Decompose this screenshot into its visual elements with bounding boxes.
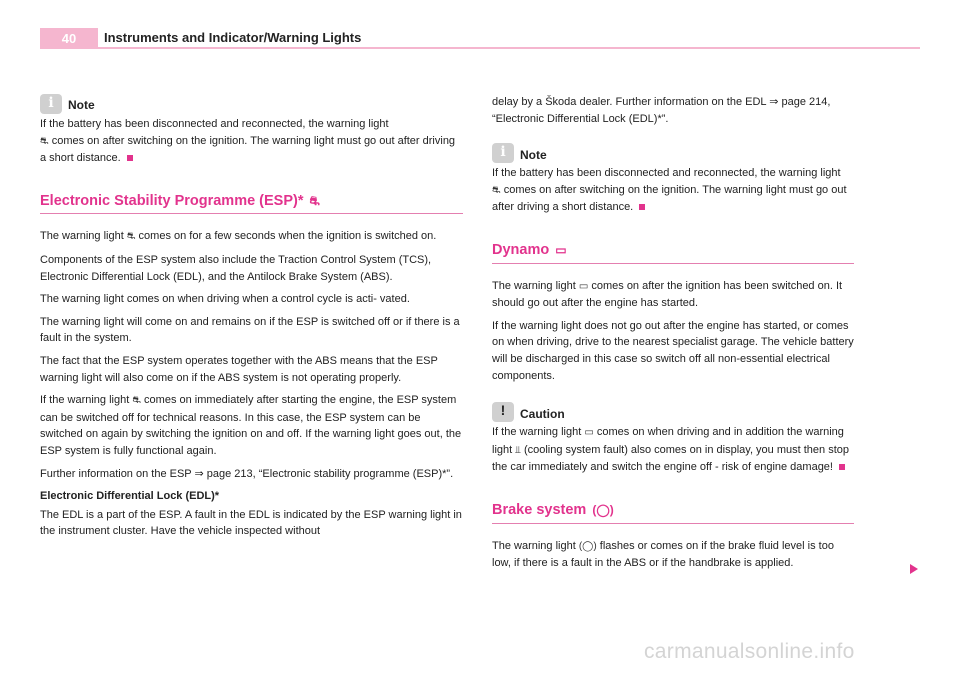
- esp-warning-icon: ⛐: [132, 395, 141, 407]
- note-heading: [40, 94, 463, 114]
- brake-warning-icon: (◯): [578, 540, 597, 552]
- right-column: [492, 94, 854, 578]
- text: If the warning light: [40, 394, 130, 407]
- text: The warning light: [492, 279, 576, 292]
- text: If the battery has been disconnected and reconnected, the warning light: [492, 167, 841, 180]
- paragraph: Further information on the ESP ⇒ page 213, “Electronic stability programme (ESP)*”.: [40, 467, 454, 480]
- paragraph: [40, 392, 463, 459]
- section-dynamo-title: [492, 242, 854, 264]
- paragraph: If the warning light does not go out after the engine has started, or comes on when driving, drive to the nearest specialist garage. The vehicle battery will be discharged in this case so switch off all non-essential electrical components.: [492, 319, 854, 382]
- info-icon: [40, 94, 62, 114]
- header-rule: [40, 47, 920, 49]
- note-text-part: comes on after switching on the ignition. The warning light must go out after driving a short distance.: [40, 134, 456, 165]
- text: comes on after switching on the ignition. The warning light must go out after driving a short distance.: [492, 183, 847, 214]
- text: flashes or comes on if the brake fluid level is too low, if there is a fault in the ABS or if the handbrake is applied.: [492, 539, 834, 570]
- end-mark-icon: [639, 204, 645, 210]
- paragraph: The warning light comes on when driving when a control cycle is acti- vated.: [40, 293, 410, 306]
- watermark: carmanualsonline.info: [644, 640, 855, 663]
- esp-warning-icon: ⛐: [492, 184, 501, 196]
- note-heading: [492, 143, 854, 163]
- esp-warning-icon: ⛐: [40, 135, 49, 147]
- note-text: [492, 165, 854, 216]
- page-number: 40: [40, 28, 98, 49]
- paragraph: The fact that the ESP system operates together with the ABS means that the ESP warning light will also come on if the ABS system is not operating properly.: [40, 354, 438, 384]
- note-text: [40, 116, 463, 167]
- section-title-text: Brake system: [492, 501, 587, 518]
- section-esp-title: [40, 193, 463, 215]
- brake-warning-icon: (◯): [592, 502, 614, 517]
- note-label: Note: [520, 147, 547, 162]
- coolant-icon: ⫫: [515, 444, 521, 456]
- paragraph: delay by a Škoda dealer. Further information on the EDL ⇒ page 214, “Electronic Differential Lock (EDL)*”.: [492, 96, 831, 125]
- caution-text: [492, 424, 854, 476]
- section-title-text: Dynamo: [492, 241, 550, 258]
- section-title-text: Electronic Stability Programme (ESP)*: [40, 192, 304, 209]
- info-icon: [492, 143, 514, 163]
- next-page-arrow-icon: [910, 564, 918, 574]
- end-mark-icon: [839, 464, 845, 470]
- text: comes on when driving and in addition the warning light: [492, 426, 844, 456]
- paragraph: [492, 538, 854, 572]
- paragraph: The warning light will come on and remains on if the ESP is switched off or if there is a fault in the system.: [40, 315, 460, 345]
- caution-icon: [492, 402, 514, 422]
- paragraph: [40, 228, 463, 246]
- battery-icon: ▭: [584, 427, 594, 439]
- esp-warning-icon: ⛐: [126, 231, 136, 243]
- text: The warning light: [40, 230, 124, 243]
- battery-icon: ▭: [578, 280, 589, 292]
- text: If the warning light: [492, 426, 582, 439]
- paragraph: The EDL is a part of the ESP. A fault in the EDL is indicated by the ESP warning light in the instrument cluster. Have the vehicle inspected without: [40, 508, 462, 538]
- note-label: Note: [68, 98, 95, 113]
- end-mark-icon: [127, 155, 133, 161]
- edl-heading: Electronic Differential Lock (EDL)*: [40, 490, 220, 503]
- text: comes on immediately after starting the engine, the ESP system can be switched off for technical reasons. In this case, the ESP system can be switched on again by switching the ignition on and off. If the warning light goes out, the ESP system is fully functional again.: [40, 394, 462, 457]
- section-brake-title: [492, 502, 854, 524]
- text: (cooling system fault) also comes on in display, you must then stop the car immediately and switch the engine off - risk of engine damage!: [492, 443, 849, 474]
- caution-heading: [492, 402, 854, 422]
- text: The warning light: [492, 539, 576, 552]
- esp-warning-icon: ⛐: [309, 193, 320, 208]
- note-text-part: If the battery has been disconnected and reconnected, the warning light: [40, 118, 389, 130]
- paragraph: [492, 278, 854, 312]
- text: comes on for a few seconds when the ignition is switched on.: [138, 230, 437, 243]
- text: comes on after the ignition has been switched on. It should go out after the engine has started.: [492, 279, 843, 310]
- paragraph: Components of the ESP system also include the Traction Control System (TCS), Electronic Differential Lock (EDL), and the Antilock Brake System (ABS).: [40, 253, 432, 283]
- caution-label: Caution: [520, 406, 565, 421]
- battery-icon: ▭: [555, 242, 567, 257]
- left-column: [40, 94, 463, 546]
- page-header-title: Instruments and Indicator/Warning Lights: [104, 30, 362, 45]
